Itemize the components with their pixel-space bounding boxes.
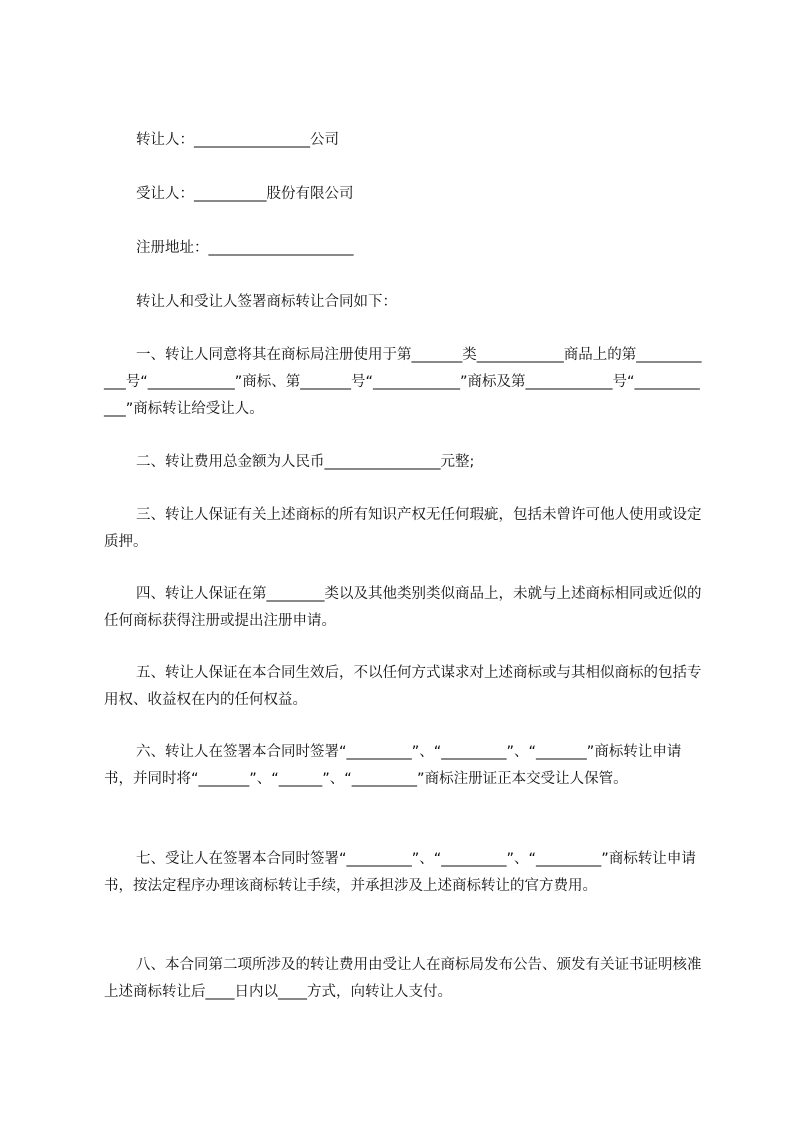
registered-address-line: 注册地址：____________________ <box>136 240 354 256</box>
clause-3: 三、转让人保证有关上述商标的所有知识产权无任何瑕疵，包括未曾许可他人使用或设定质押。 <box>104 507 702 550</box>
clause-7: 七、受让人在签署本合同时签署“_________”、“_________”、“_________”商标转让申请书，按法定程序办理该商标转让手续，并承担涉及上述商标转让的官方费用。 <box>104 851 696 894</box>
transferee-line: 受让人：__________股份有限公司 <box>136 186 354 202</box>
clause-1: 一、转让人同意将其在商标局注册使用于第_______类____________商品上的第____________号“____________”商标、第_______号“____________”商标及第____________号“____________”商标转让给受让人。 <box>104 347 702 417</box>
clause-2: 二、转让费用总金额为人民币________________元整; <box>136 454 475 470</box>
contract-intro: 转让人和受让人签署商标转让合同如下： <box>136 294 397 310</box>
clause-5: 五、转让人保证在本合同生效后，不以任何方式谋求对上述商标或与其相似商标的包括专用权、收益权在内的任何权益。 <box>104 665 702 708</box>
clause-6: 六、转让人在签署本合同时签署“_________”、“_________”、“_______”商标转让申请书，并同时将“_______”、“______”、“_________”商标注册证正本交受让人保管。 <box>104 744 682 787</box>
transferor-line: 转让人：________________公司 <box>136 132 339 148</box>
clause-8: 八、本合同第二项所涉及的转让费用由受让人在商标局发布公告、颁发有关证书证明核准上述商标转让后____日内以____方式，向转让人支付。 <box>104 957 702 1000</box>
clause-4: 四、转让人保证在第________类以及其他类别类似商品上，未就与上述商标相同或近似的任何商标获得注册或提出注册申请。 <box>104 586 702 629</box>
